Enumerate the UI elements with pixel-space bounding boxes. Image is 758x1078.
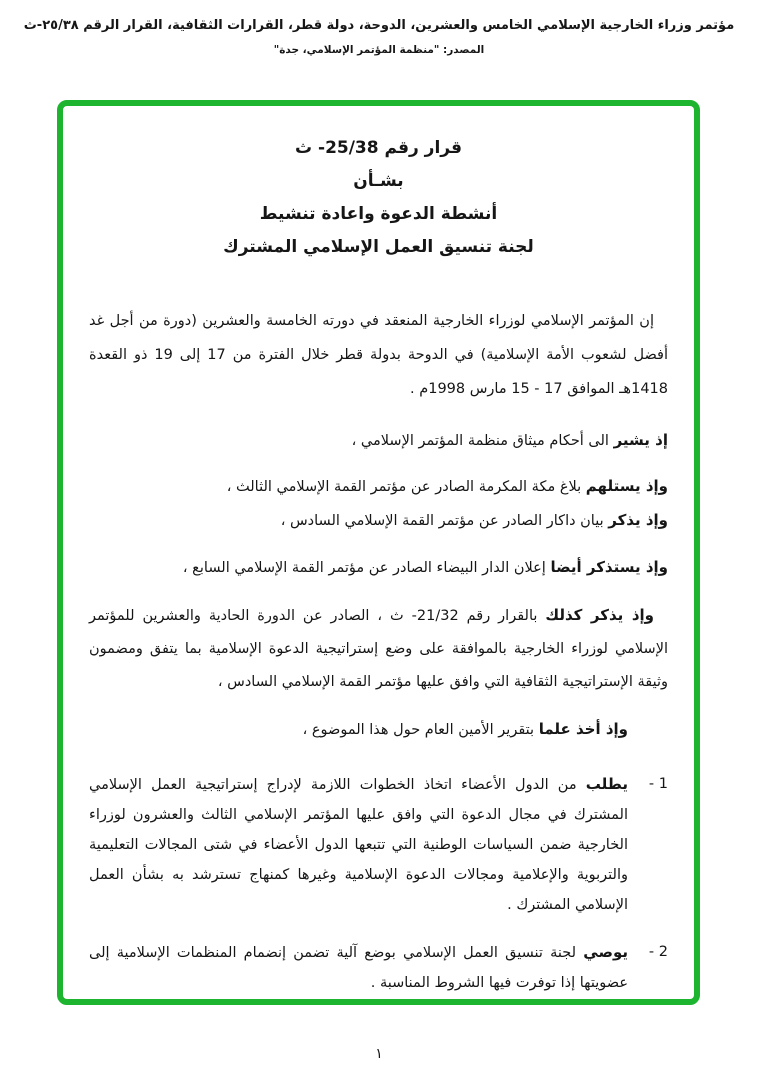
clause-text: بيان داكار الصادر عن مؤتمر القمة الإسلامي السادس ، <box>280 513 609 529</box>
clause-text: بالقرار رقم 21/32- ث ، الصادر عن الدورة الحادية والعشرين للمؤتمر الإسلامي لوزراء الخارجية بالموافقة على وضع إستراتيجية الدعوة الإسلامية بما يتفق ومضمون وثيقة الإستراتيجية الثقافية التي وافق عليها مؤتمر القمة الإسلامي السادس ، <box>89 608 668 690</box>
item-text-block <box>89 937 628 998</box>
item-lead: يطلب <box>585 775 628 793</box>
clause-lead: وإذ يستذكر أيضا <box>550 558 668 576</box>
document-header <box>0 16 758 58</box>
page-number: ١ <box>375 1046 383 1062</box>
clause-text: بتقرير الأمين العام حول هذا الموضوع ، <box>302 722 539 738</box>
clause-lead: وإذ يستلهم <box>585 477 668 495</box>
clause-text: إعلان الدار البيضاء الصادر عن مؤتمر القمة الإسلامي السابع ، <box>182 560 551 576</box>
item-text: لجنة تنسيق العمل الإسلامي بوضع آلية تضمن إنضمام المنظمات الإسلامية إلى عضويتها إذا توفرت فيها الشروط المناسبة . <box>89 945 628 991</box>
green-decision-frame <box>57 100 700 1005</box>
item-number: 1 - <box>648 776 668 792</box>
clause-recalling-charter <box>89 424 668 458</box>
subject-line-1: أنشطة الدعوة واعادة تنشيط <box>259 204 498 224</box>
header-source-line: المصدر: "منظمة المؤتمر الإسلامي، جدة" <box>273 44 485 56</box>
subject-line-2: لجنة تنسيق العمل الإسلامي المشترك <box>223 237 534 257</box>
decision-title-block <box>89 132 668 264</box>
clause-text: بلاغ مكة المكرمة الصادر عن مؤتمر القمة الإسلامي الثالث ، <box>226 479 586 495</box>
operative-item-1 <box>89 769 668 920</box>
regarding-label: بشـأن <box>353 171 404 191</box>
item-number: 2 - <box>648 944 668 960</box>
operative-item-2 <box>89 937 668 998</box>
decision-number-line: قرار رقم 25/38- ث <box>295 138 462 158</box>
clause-lead: إذ يشير <box>613 431 668 449</box>
clause-lead: وإذ يذكر <box>608 511 668 529</box>
clause-makkah-communique <box>89 470 668 504</box>
header-citation-line: مؤتمر وزراء الخارجية الإسلامي الخامس والعشرين، الدوحة، دولة قطر، القرارات الثقافية، القرار الرقم ٢٥/٣٨-ث <box>23 18 735 33</box>
clause-secretary-general-report <box>89 713 668 747</box>
clause-resolution-21-32 <box>89 599 668 699</box>
item-text: من الدول الأعضاء اتخاذ الخطوات اللازمة لإدراج إستراتيجية العمل الإسلامي المشترك في مجال الدعوة التي وافق عليها المؤتمر الإسلامي الثالث والعشرون لوزراء الخارجية ضمن السياسات الوطنية التي تتبعها الدول الأعضاء في شتى المجالات التعليمية والتربوية والإعلامية ومجالات الدعوة الإسلامية وغيرها كمنهاج تسترشد به بشأن العمل الإسلامي المشترك . <box>89 777 628 913</box>
preamble-paragraph: إن المؤتمر الإسلامي لوزراء الخارجية المنعقد في دورته الخامسة والعشرين (دورة من أجل غد أفضل لشعوب الأمة الإسلامية) في الدوحة بدولة قطر خلال الفترة من 17 إلى 19 ذو القعدة 1418هـ الموافق ‭15 - 17‬ مارس 1998م . <box>89 313 668 397</box>
clause-lead: وإذ يذكر كذلك <box>545 606 655 624</box>
clause-casablanca-declaration <box>89 551 668 585</box>
clause-dakar-declaration <box>89 504 668 538</box>
item-lead: يوصي <box>583 943 628 961</box>
item-text-block <box>89 769 628 920</box>
clause-text: الى أحكام ميثاق منظمة المؤتمر الإسلامي ، <box>351 433 614 449</box>
clause-lead: وإذ أخذ علما <box>538 720 628 738</box>
